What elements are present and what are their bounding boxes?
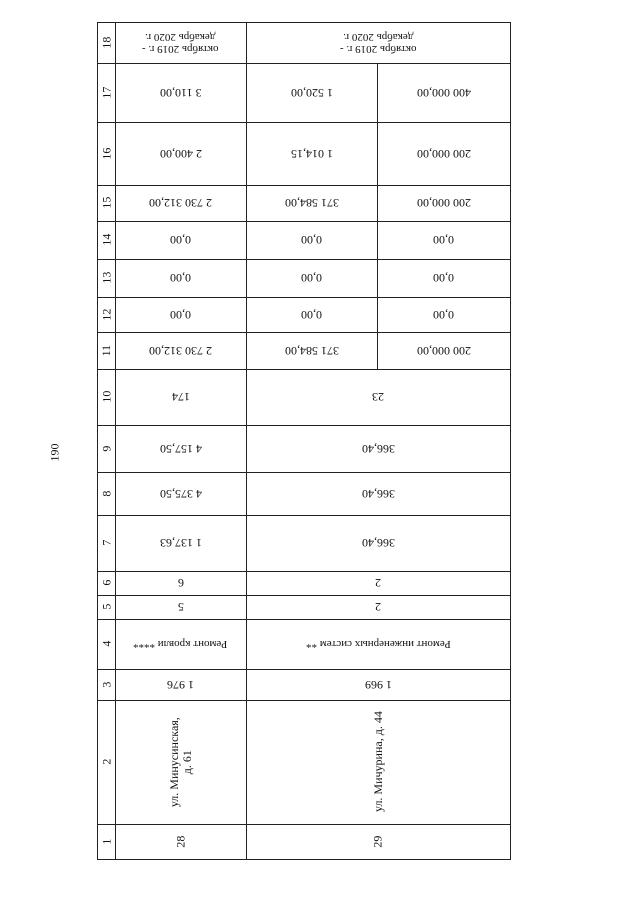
row29-col16-b: 200 000,00 <box>416 147 471 162</box>
row29-col12-a: 0,00 <box>301 308 322 323</box>
row28-address-line2: д. 61 <box>179 749 194 775</box>
col-number-18: 18 <box>98 37 113 49</box>
col-number-6: 6 <box>98 580 113 586</box>
col-number-2: 2 <box>98 759 113 765</box>
col-number-10: 10 <box>98 391 113 403</box>
col-number-14: 14 <box>98 234 113 246</box>
row28-col8: 4 375,50 <box>159 487 202 502</box>
row29-col16-a: 1 014,15 <box>290 147 333 162</box>
row29-period <box>246 23 510 63</box>
col-number-3: 3 <box>98 681 113 688</box>
col-number-7: 7 <box>98 540 113 546</box>
col-number-1: 1 <box>98 838 113 845</box>
row28-col13: 0,00 <box>170 271 191 286</box>
col-number-8: 8 <box>98 490 113 497</box>
row29-col14-a: 0,00 <box>301 233 322 248</box>
row29-col15-a: 371 584,00 <box>284 196 339 211</box>
row28-col16: 2 400,00 <box>159 147 202 162</box>
row29-period-line1: октябрь 2019 г. - <box>339 43 417 56</box>
row29-period-line2: декабрь 2020 г. <box>342 31 414 43</box>
row28-address <box>115 700 246 824</box>
col-number-5: 5 <box>98 604 113 610</box>
col-number-16: 16 <box>98 147 113 160</box>
col-number-17: 17 <box>98 86 113 99</box>
row28-col17: 3 110,00 <box>159 86 202 101</box>
row28-col7: 1 137,63 <box>159 536 202 551</box>
col-number-4: 4 <box>98 641 113 647</box>
col-number-11: 11 <box>98 344 113 357</box>
row29-col9: 366,40 <box>361 442 395 457</box>
col-number-9: 9 <box>98 445 113 452</box>
row29-col8: 366,40 <box>361 487 395 502</box>
row28-year: 1 976 <box>167 678 194 693</box>
row29-col12-b: 0,00 <box>433 308 454 323</box>
row29-col11-b: 200 000,00 <box>416 344 471 359</box>
row28-col6: 6 <box>177 576 184 591</box>
col-number-12: 12 <box>98 308 113 321</box>
row29-address: ул. Мичурина, д. 44 <box>370 711 385 813</box>
row28-number: 28 <box>172 835 187 848</box>
row28-period-line1: октябрь 2019 г. - <box>142 43 219 56</box>
row29-col14-b: 0,00 <box>433 233 454 248</box>
col-number-13: 13 <box>98 272 113 284</box>
row28-col15: 2 730 312,00 <box>149 196 212 211</box>
row28-period <box>115 23 246 63</box>
row29-col11-a: 371 584,00 <box>284 344 339 359</box>
row29-col7: 366,40 <box>361 536 395 551</box>
row28-work-type: Ремонт кровли **** <box>133 638 228 651</box>
row28-col12: 0,00 <box>170 308 191 323</box>
row29-number: 29 <box>370 835 385 848</box>
row29-col17-b: 400 000,00 <box>416 86 471 101</box>
repair-schedule-table <box>97 22 511 860</box>
row29-col5: 2 <box>375 600 381 615</box>
row28-col5: 5 <box>177 600 184 615</box>
row29-col6: 2 <box>375 576 381 591</box>
row29-col13-a: 0,00 <box>301 271 322 286</box>
row28-col14: 0,00 <box>170 233 191 248</box>
row29-col10: 23 <box>372 390 384 405</box>
row28-address-line1: ул. Минусинская, <box>166 717 181 807</box>
row29-col17-a: 1 520,00 <box>290 86 333 101</box>
row29-year: 1 969 <box>364 678 392 693</box>
col-number-15: 15 <box>98 197 113 209</box>
row28-col9: 4 157,50 <box>159 442 202 457</box>
row28-col10: 174 <box>171 390 190 405</box>
row28-period-line2: декабрь 2020 г. <box>145 31 216 43</box>
page-number: 190 <box>47 443 62 462</box>
row29-work-type: Ремонт инженерных систем ** <box>305 638 451 651</box>
row29-col13-b: 0,00 <box>433 271 454 286</box>
row29-col15-b: 200 000,00 <box>416 196 471 211</box>
row28-col11: 2 730 312,00 <box>149 344 212 359</box>
